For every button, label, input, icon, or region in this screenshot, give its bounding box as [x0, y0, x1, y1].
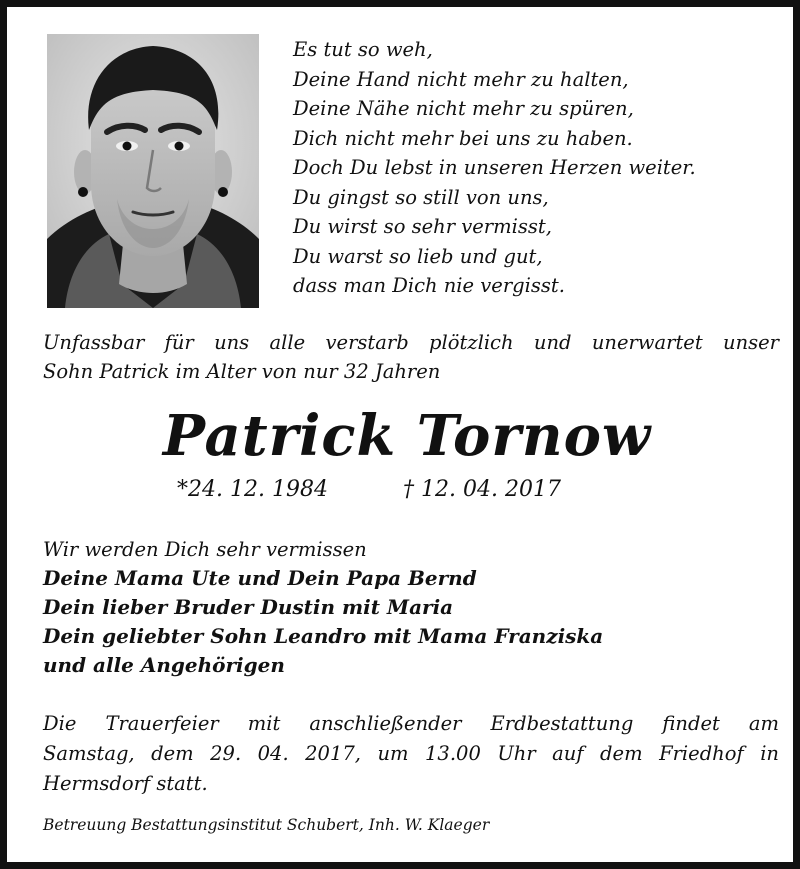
- funeral-service-info: [43, 709, 779, 799]
- mourner-line: Dein lieber Bruder Dustin mit Maria: [43, 595, 454, 619]
- death-announcement: [43, 328, 779, 386]
- mourners: [43, 535, 783, 680]
- mourner-line: und alle Angehörigen: [43, 653, 285, 677]
- poem: [293, 35, 783, 301]
- mourners-intro: Wir werden Dich sehr vermissen: [43, 538, 367, 561]
- birth-date: *24. 12. 1984: [177, 477, 328, 502]
- mourner-line: Dein geliebter Sohn Leandro mit Mama Franziska: [43, 624, 604, 648]
- announcement-line: Unfassbar für uns alle verstarb plötzlich und unerwartet unser: [43, 331, 779, 354]
- portrait-illustration: [47, 34, 259, 308]
- death-date: † 12. 04. 2017: [403, 477, 561, 502]
- service-line: Hermsdorf statt.: [43, 772, 208, 795]
- poem-line: Deine Nähe nicht mehr zu spüren,: [293, 97, 634, 120]
- announcement-line: Sohn Patrick im Alter von nur 32 Jahren: [43, 360, 441, 383]
- mourner-line: Deine Mama Ute und Dein Papa Bernd: [43, 566, 477, 590]
- poem-line: Deine Hand nicht mehr zu halten,: [293, 67, 629, 91]
- poem-line: Doch Du lebst in unseren Herzen weiter.: [293, 156, 696, 179]
- poem-line: Du gingst so still von uns,: [293, 185, 549, 209]
- poem-line: Dich nicht mehr bei uns zu haben.: [293, 126, 633, 150]
- deceased-name: Patrick Tornow: [162, 403, 652, 469]
- life-dates: [177, 475, 777, 505]
- poem-line: Es tut so weh,: [293, 38, 433, 61]
- poem-line: Du warst so lieb und gut,: [293, 244, 543, 268]
- poem-line: dass man Dich nie vergisst.: [293, 274, 565, 297]
- poem-line: Du wirst so sehr vermisst,: [293, 215, 552, 238]
- funeral-home: Betreuung Bestattungsinstitut Schubert, Inh. W. Klaeger: [43, 816, 490, 834]
- service-line: Samstag, dem 29. 04. 2017, um 13.00 Uhr auf dem Friedhof in: [43, 742, 779, 765]
- service-line: Die Trauerfeier mit anschließender Erdbestattung findet am: [43, 712, 779, 735]
- portrait-photo: [47, 34, 259, 308]
